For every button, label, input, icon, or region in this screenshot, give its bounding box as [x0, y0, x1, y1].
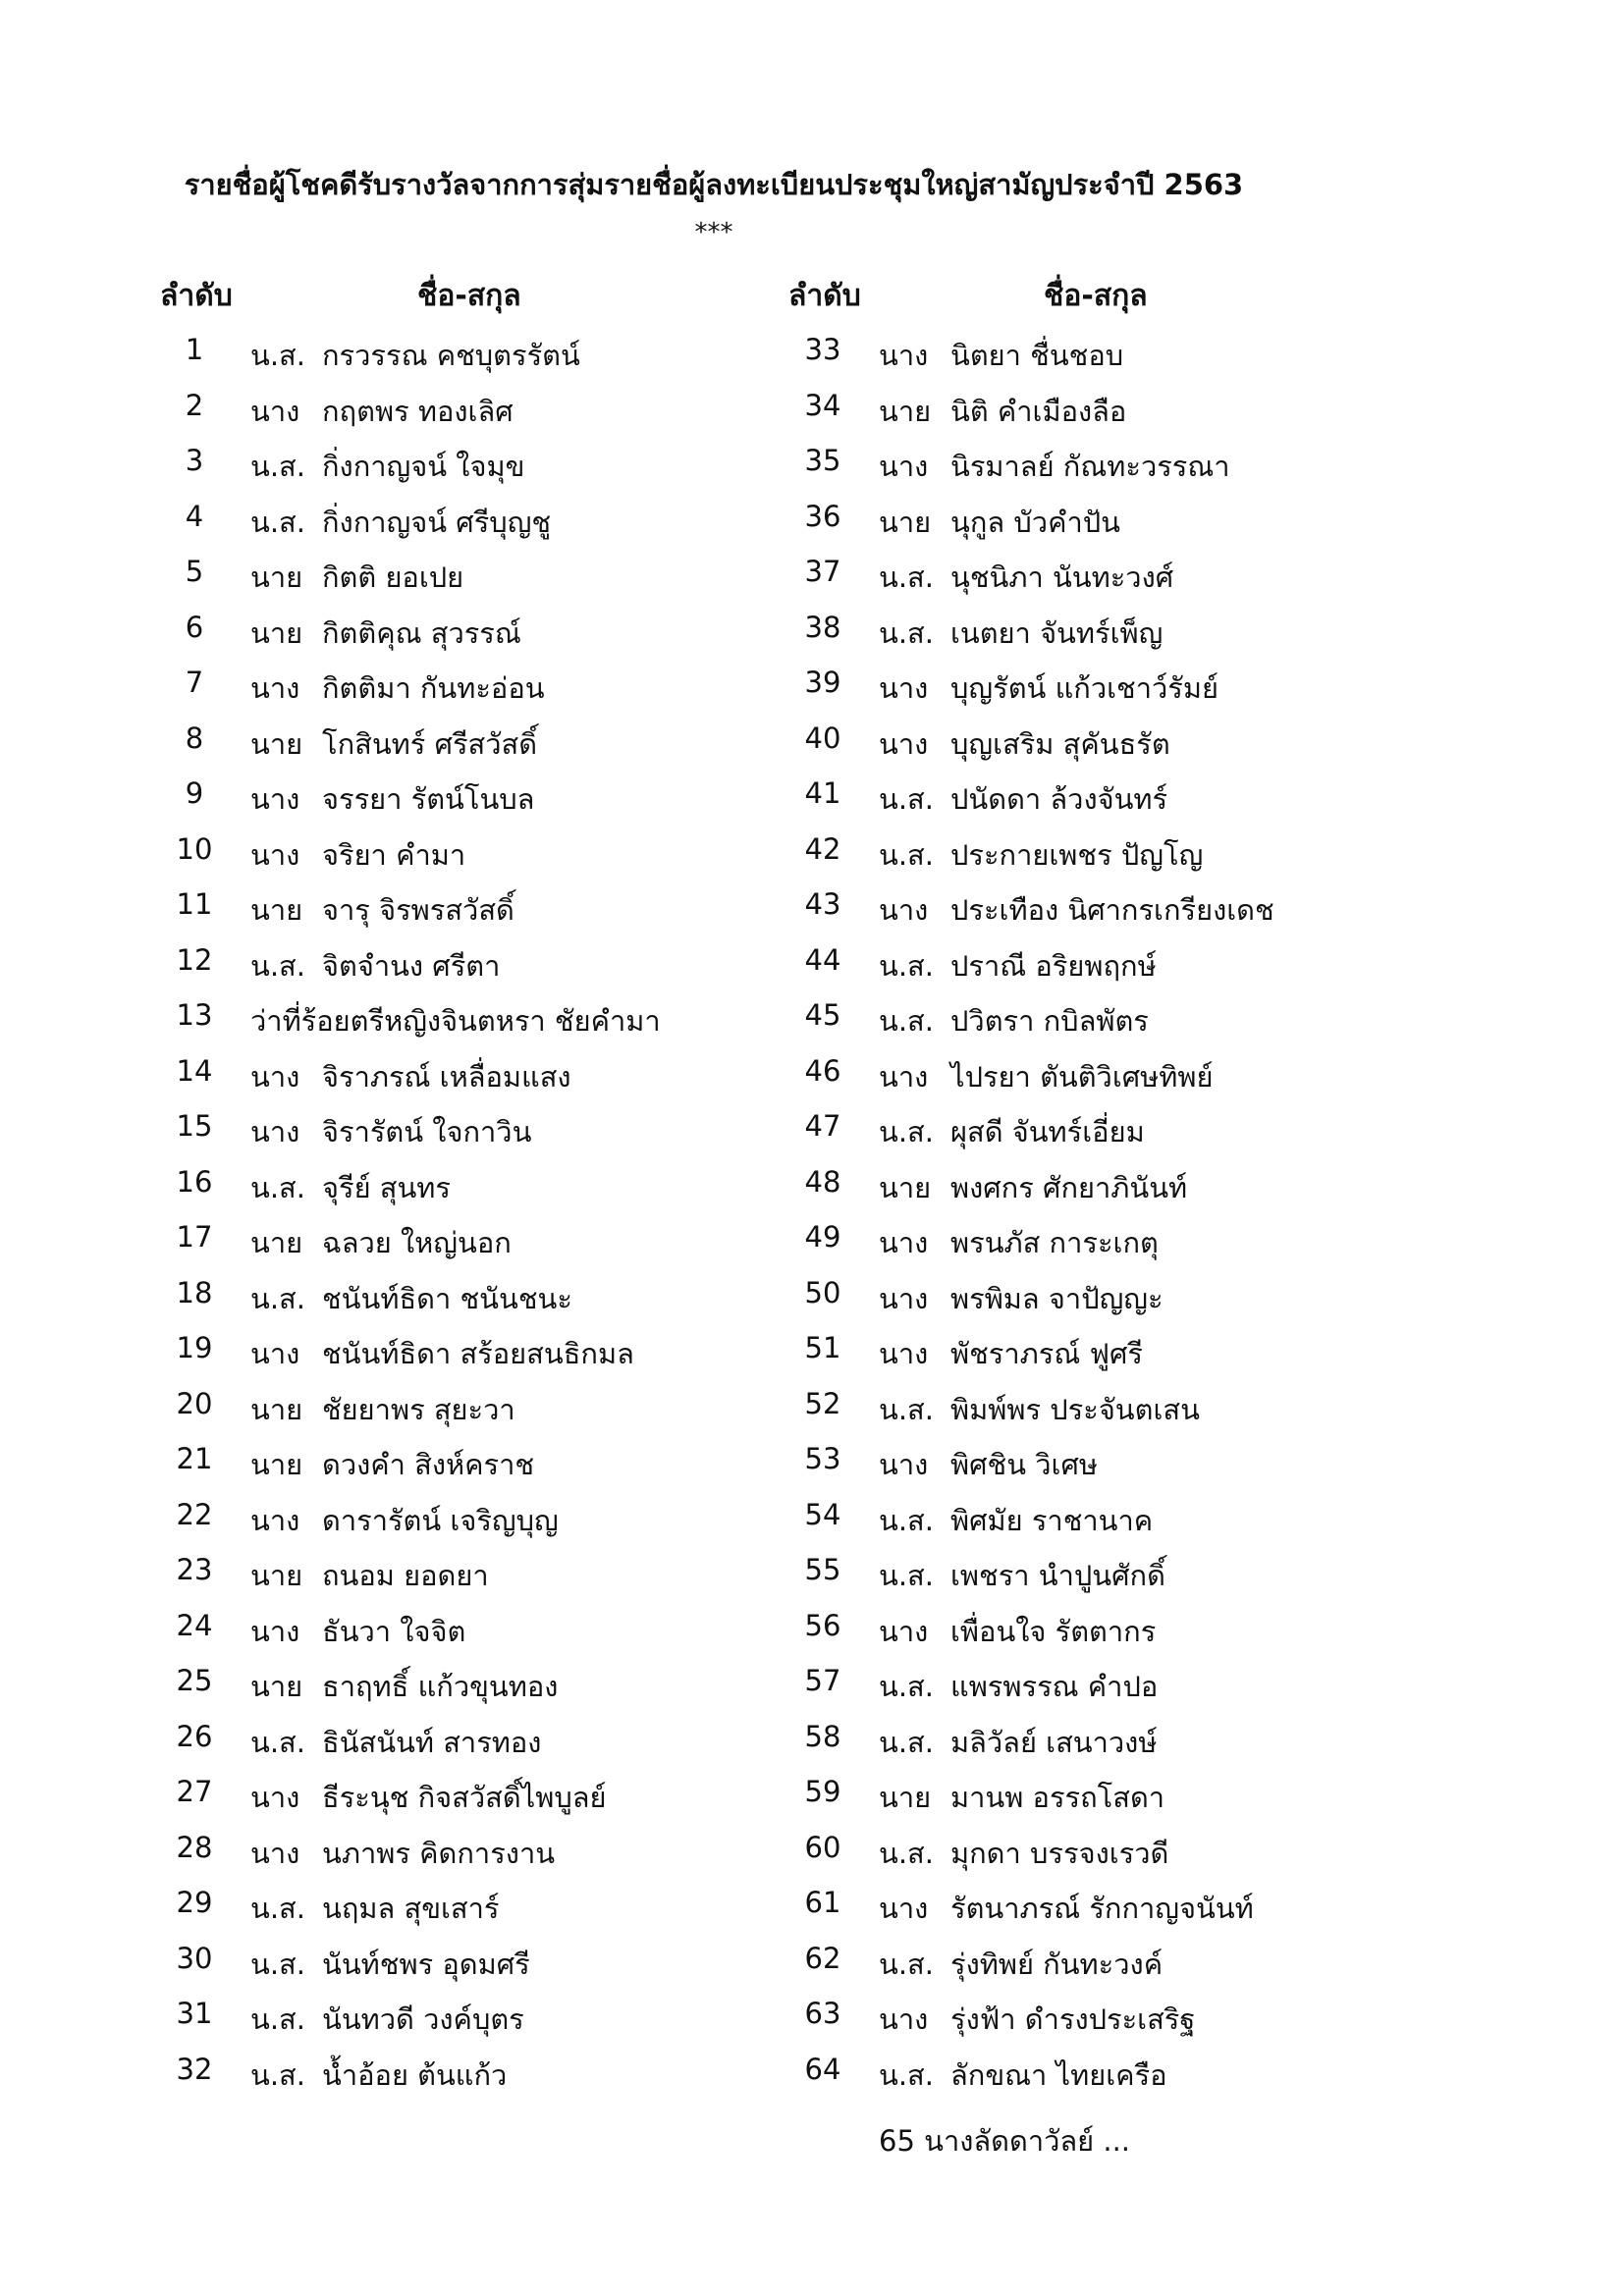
list-item-number: 36 [804, 499, 841, 533]
list-item-name: พิมพ์พร ประจันตเสน [950, 1392, 1200, 1426]
list-item-number: 52 [804, 1386, 841, 1420]
list-item [628, 771, 1375, 827]
list-item-prefix: นาง [879, 1448, 929, 1481]
list-item-number: 49 [804, 1220, 841, 1254]
list-item-number: 18 [176, 1275, 213, 1309]
list-item-prefix: นาง [879, 450, 929, 483]
list-item-name: กิ่งกาญจน์ ใจมุข [322, 450, 525, 483]
list-item-prefix: นาง [250, 1614, 300, 1648]
list-item-number: 42 [804, 831, 841, 866]
list-item-prefix: น.ส. [250, 1947, 305, 1981]
list-item-prefix: น.ส. [250, 1892, 305, 1925]
list-item-number: 50 [804, 1275, 841, 1309]
list-item-prefix: นาง [879, 339, 929, 372]
list-item [628, 549, 1375, 605]
list-item-prefix: นาง [879, 1226, 929, 1259]
list-item-number: 54 [804, 1497, 841, 1531]
list-item-number: 16 [176, 1164, 213, 1199]
list-item-prefix: น.ส. [879, 1559, 934, 1592]
list-item-name: ปนัดดา ล้วงจันทร์ [950, 782, 1168, 816]
list-item-name: ว่าที่ร้อยตรีหญิงจินตหรา ชัยคำมา [250, 1004, 661, 1038]
list-item-number: 61 [804, 1886, 841, 1919]
list-item-number: 44 [804, 942, 841, 977]
list-item-name: นันท์ชพร อุดมศรี [322, 1947, 530, 1981]
list-item-number: 2 [185, 388, 204, 422]
right-name-header: ชื่อ-สกุล [1044, 279, 1148, 313]
list-item-name: พิศมัย ราชานาค [950, 1503, 1154, 1537]
list-item-prefix: น.ส. [879, 1503, 934, 1537]
list-item-number: 13 [176, 998, 213, 1032]
list-item-prefix: น.ส. [250, 2057, 305, 2092]
list-item [628, 1991, 1375, 2047]
list-item-number: 1 [185, 333, 204, 366]
list-item-name: มลิวัลย์ เสนาวงษ์ [950, 1725, 1158, 1759]
list-item-number: 58 [804, 1719, 841, 1753]
list-item-number: 33 [804, 333, 841, 366]
continuation-line: 65 นางลัดดาวัลย์ ... [879, 2124, 1131, 2158]
list-item-name: ผุสดี จันทร์เอี่ยม [950, 1115, 1145, 1148]
list-item [628, 1658, 1375, 1714]
list-item-prefix: นาง [250, 671, 300, 705]
list-item-name: นันทวดี วงค์บุตร [322, 2002, 524, 2036]
list-item-name: เนตยา จันทร์เพ็ญ [950, 615, 1164, 650]
list-item-name: โกสินทร์ ศรีสวัสดิ์ [322, 726, 538, 761]
list-item-number: 35 [804, 444, 841, 477]
list-item-name: ธาฤทธิ์ แก้วขุนทอง [322, 1670, 559, 1703]
list-item-prefix: น.ส. [879, 561, 934, 594]
list-item-number: 39 [804, 666, 841, 699]
list-item-name: พรนภัส การะเกตุ [950, 1226, 1159, 1259]
list-item-number: 26 [176, 1719, 213, 1753]
list-item-name: นิรมาลย์ กัณทะวรรณา [950, 450, 1230, 483]
list-item-number: 38 [804, 610, 841, 644]
list-item-number: 55 [804, 1553, 841, 1586]
list-item-number: 3 [185, 444, 204, 477]
list-item-number: 57 [804, 1664, 841, 1697]
list-item-prefix: นาย [250, 1392, 303, 1426]
list-item-number: 4 [185, 499, 204, 533]
list-item-name: เพชรา นำปูนศักดิ์ [950, 1559, 1165, 1592]
list-item [628, 937, 1375, 993]
list-item-prefix: นาง [879, 671, 929, 705]
list-item [628, 881, 1375, 937]
list-item-number: 41 [804, 776, 841, 810]
list-item-number: 46 [804, 1053, 841, 1088]
list-item-name: บุญรัตน์ แก้วเชาว์รัมย์ [950, 671, 1218, 705]
list-item-prefix: นาง [879, 1892, 929, 1925]
list-item-prefix: นาง [250, 394, 300, 428]
list-item-number: 40 [804, 721, 841, 755]
list-item-number: 48 [804, 1164, 841, 1199]
list-item-name: เพื่อนใจ รัตตากร [950, 1614, 1157, 1648]
list-item-prefix: น.ส. [879, 1115, 934, 1148]
list-item [628, 1381, 1375, 1437]
list-item-number: 62 [804, 1941, 841, 1975]
list-item-name: ธีระนุช กิจสวัสดิ์ไพบูลย์ [322, 1781, 607, 1814]
list-item-prefix: นาง [250, 1836, 300, 1870]
list-item-name: ชนันท์ธิดา สร้อยสนธิกมล [322, 1337, 634, 1370]
list-item-prefix: นาง [879, 2002, 929, 2036]
list-item-prefix: นาย [879, 505, 932, 539]
list-item-number: 11 [176, 887, 213, 921]
list-item-name: กิ่งกาญจน์ ศรีบุญชู [322, 505, 552, 539]
list-item [628, 1603, 1375, 1659]
list-item-name: พรพิมล จาปัญญะ [950, 1281, 1164, 1315]
list-item-name: ไปรยา ตันติวิเศษทิพย์ [950, 1059, 1214, 1094]
list-item-prefix: น.ส. [879, 615, 934, 650]
list-item-prefix: น.ส. [879, 782, 934, 816]
list-item-number: 60 [804, 1830, 841, 1864]
list-item-prefix: นาย [879, 1781, 932, 1814]
list-item-number: 63 [804, 1997, 841, 2030]
list-item-name: จิตจำนง ศรีตา [322, 948, 501, 983]
list-item-prefix: น.ส. [250, 505, 305, 539]
list-item-number: 25 [176, 1664, 213, 1697]
list-item-name: นุกูล บัวคำปัน [950, 505, 1120, 539]
list-item-name: ฉลวย ใหญ่นอก [322, 1226, 512, 1259]
right-name-list [628, 327, 1375, 2102]
list-item-prefix: นาย [250, 893, 303, 927]
list-item-prefix: น.ส. [879, 837, 934, 872]
list-item-prefix: นาง [250, 782, 300, 816]
list-item [628, 1769, 1375, 1825]
list-item-prefix: นาย [250, 1670, 303, 1703]
list-item-number: 45 [804, 998, 841, 1032]
list-item-name: จารุ จิรพรสวัสดิ์ [322, 893, 514, 927]
list-item [628, 1714, 1375, 1770]
list-item [628, 992, 1375, 1048]
list-item-number: 8 [185, 721, 204, 755]
list-item-name: ชนันท์ธิดา ชนันชนะ [322, 1281, 572, 1315]
list-item-prefix: น.ส. [879, 1947, 934, 1981]
list-item-number: 23 [176, 1553, 213, 1586]
list-item [628, 1325, 1375, 1381]
list-item-number: 34 [804, 388, 841, 422]
list-item-number: 28 [176, 1830, 213, 1864]
list-item-name: กิตติมา กันทะอ่อน [322, 671, 545, 705]
list-item [628, 1048, 1375, 1104]
list-item-name: รุ่งทิพย์ กันทะวงค์ [950, 1947, 1164, 1981]
list-item-number: 32 [176, 2052, 213, 2086]
list-item-name: พิศชิน วิเศษ [950, 1448, 1098, 1481]
list-item-name: จรรยา รัตน์โนบล [322, 782, 535, 816]
list-item-name: ปราณี อริยพฤกษ์ [950, 948, 1157, 983]
list-item-prefix: นาย [879, 394, 932, 428]
list-item-prefix: น.ส. [879, 1725, 934, 1759]
list-item-number: 27 [176, 1775, 213, 1808]
list-item-number: 43 [804, 887, 841, 921]
list-item-name: ลักขณา ไทยเครือ [950, 2057, 1167, 2092]
list-item-name: รัตนาภรณ์ รักกาญจนันท์ [950, 1892, 1254, 1925]
list-item-prefix: นาง [879, 893, 929, 927]
list-item-prefix: น.ส. [879, 1670, 934, 1703]
list-item-name: ธินัสนันท์ สารทอง [322, 1725, 542, 1759]
title-separator: *** [694, 218, 733, 247]
list-item-prefix: นาง [250, 1059, 300, 1094]
list-item-number: 17 [176, 1220, 213, 1254]
list-item-prefix: น.ส. [250, 450, 305, 483]
list-item-prefix: นาง [250, 837, 300, 872]
list-item [628, 383, 1375, 439]
list-item [628, 1547, 1375, 1603]
list-item [628, 605, 1375, 661]
list-item-number: 51 [804, 1331, 841, 1364]
list-item-number: 9 [185, 776, 204, 810]
list-item-name: จิราภรณ์ เหลื่อมแสง [322, 1059, 571, 1094]
list-item-name: ถนอม ยอดยา [322, 1559, 489, 1592]
list-item-prefix: นาย [250, 726, 303, 761]
list-item-number: 64 [804, 2052, 841, 2086]
list-item-name: มานพ อรรถโสดา [950, 1781, 1165, 1814]
list-item-number: 21 [176, 1442, 213, 1475]
list-item-number: 12 [176, 942, 213, 977]
list-item-name: ธันวา ใจจิต [322, 1614, 466, 1648]
list-item-prefix: น.ส. [250, 948, 305, 983]
list-item-name: กิตติคุณ สุวรรณ์ [322, 615, 521, 650]
right-number-header: ลำดับ [788, 279, 861, 313]
list-item-number: 14 [176, 1053, 213, 1088]
list-item [628, 660, 1375, 716]
list-item-prefix: น.ส. [879, 2057, 934, 2092]
list-item-name: แพรพรรณ คำปอ [950, 1670, 1159, 1703]
list-item-name: น้ำอ้อย ต้นแก้ว [322, 2057, 508, 2092]
list-item-prefix: นาย [250, 615, 303, 650]
list-item-prefix: นาง [879, 726, 929, 761]
list-item-number: 29 [176, 1886, 213, 1919]
list-item-name: นุชนิภา นันทะวงศ์ [950, 561, 1174, 594]
list-item-number: 7 [185, 666, 204, 699]
list-item [628, 827, 1375, 882]
list-item-prefix: น.ส. [879, 1392, 934, 1426]
list-item-prefix: นาย [250, 1448, 303, 1481]
list-item-prefix: นาย [250, 1226, 303, 1259]
list-item-prefix: นาย [250, 561, 303, 594]
list-item-prefix: น.ส. [250, 2002, 305, 2036]
list-item-prefix: นาง [879, 1614, 929, 1648]
list-item-number: 22 [176, 1497, 213, 1531]
list-item-prefix: นาย [250, 1559, 303, 1592]
list-item [628, 438, 1375, 494]
list-item-number: 24 [176, 1608, 213, 1642]
list-item [628, 327, 1375, 383]
list-item-name: บุญเสริม สุคันธรัต [950, 726, 1170, 761]
list-item-prefix: นาง [250, 1115, 300, 1148]
list-item-prefix: นาง [879, 1059, 929, 1094]
list-item-prefix: น.ส. [879, 948, 934, 983]
list-item-number: 53 [804, 1442, 841, 1475]
list-item-prefix: น.ส. [250, 1725, 305, 1759]
list-item [628, 1825, 1375, 1881]
list-item-name: กฤตพร ทองเลิศ [322, 394, 514, 428]
list-item-name: ดารารัตน์ เจริญบุญ [322, 1503, 559, 1537]
list-item [628, 716, 1375, 772]
list-item-name: จิรารัตน์ ใจกาวิน [322, 1115, 532, 1148]
list-item-name: จุรีย์ สุนทร [322, 1170, 451, 1204]
list-item-name: กิตติ ยอเปย [322, 561, 464, 594]
list-item-prefix: น.ส. [879, 1836, 934, 1870]
list-item [628, 1880, 1375, 1936]
list-item-name: นิตยา ชื่นชอบ [950, 339, 1124, 372]
list-item-prefix: นาง [250, 1503, 300, 1537]
list-item-prefix: นาง [250, 1337, 300, 1370]
list-item-number: 30 [176, 1941, 213, 1975]
list-item-name: นิติ คำเมืองลือ [950, 394, 1127, 428]
list-item-number: 59 [804, 1775, 841, 1808]
list-item-prefix: นาย [879, 1170, 932, 1204]
list-item-prefix: น.ส. [250, 1170, 305, 1204]
list-item-name: ปวิตรา กบิลพัตร [950, 1004, 1149, 1038]
list-item-number: 47 [804, 1109, 841, 1143]
list-item-prefix: น.ส. [250, 1281, 305, 1315]
list-item-name: พงศกร ศักยาภินันท์ [950, 1170, 1188, 1204]
list-item-prefix: น.ส. [250, 339, 305, 372]
list-item-name: พัชราภรณ์ ฟูศรี [950, 1337, 1143, 1370]
list-item [628, 1936, 1375, 1992]
list-item [628, 1214, 1375, 1270]
list-item-name: ประเทือง นิศากรเกรียงเดช [950, 893, 1274, 927]
list-item [628, 1103, 1375, 1159]
list-item [628, 494, 1375, 550]
list-item-name: มุกดา บรรจงเรวดี [950, 1836, 1169, 1870]
left-name-header: ชื่อ-สกุล [417, 279, 521, 313]
list-item-prefix: นาง [879, 1337, 929, 1370]
list-item-number: 19 [176, 1331, 213, 1364]
list-item-name: นภาพร คิดการงาน [322, 1836, 556, 1870]
left-number-header: ลำดับ [160, 279, 233, 313]
list-item [628, 1159, 1375, 1215]
list-item-name: จริยา คำมา [322, 837, 466, 872]
list-item-name: นฤมล สุขเสาร์ [322, 1892, 500, 1925]
list-item-number: 10 [176, 831, 213, 866]
list-item-name: ประกายเพชร ปัญโญ [950, 837, 1204, 872]
list-item-name: รุ่งฟ้า ดำรงประเสริฐ [950, 2002, 1196, 2036]
document-title: รายชื่อผู้โชคดีรับรางวัลจากการสุ่มรายชื่อผู้ลงทะเบียนประชุมใหญ่สามัญประจำปี 2563 [184, 168, 1244, 201]
list-item-name: ดวงคำ สิงห์คราช [322, 1448, 535, 1481]
list-item-name: กรวรรณ คชบุตรรัตน์ [322, 339, 580, 372]
list-item-name: ชัยยาพร สุยะวา [322, 1392, 515, 1426]
list-item [628, 1270, 1375, 1326]
list-item-number: 15 [176, 1109, 213, 1143]
list-item-number: 31 [176, 1997, 213, 2030]
list-item [628, 1436, 1375, 1492]
list-item [628, 1492, 1375, 1548]
list-item-prefix: น.ส. [879, 1004, 934, 1038]
list-item-number: 37 [804, 555, 841, 588]
list-item [628, 2047, 1375, 2103]
list-item-number: 6 [185, 610, 204, 644]
list-item-number: 56 [804, 1608, 841, 1642]
list-item-number: 5 [185, 555, 204, 588]
list-item-prefix: นาง [250, 1781, 300, 1814]
list-item-number: 20 [176, 1386, 213, 1420]
list-item-prefix: นาง [879, 1281, 929, 1315]
